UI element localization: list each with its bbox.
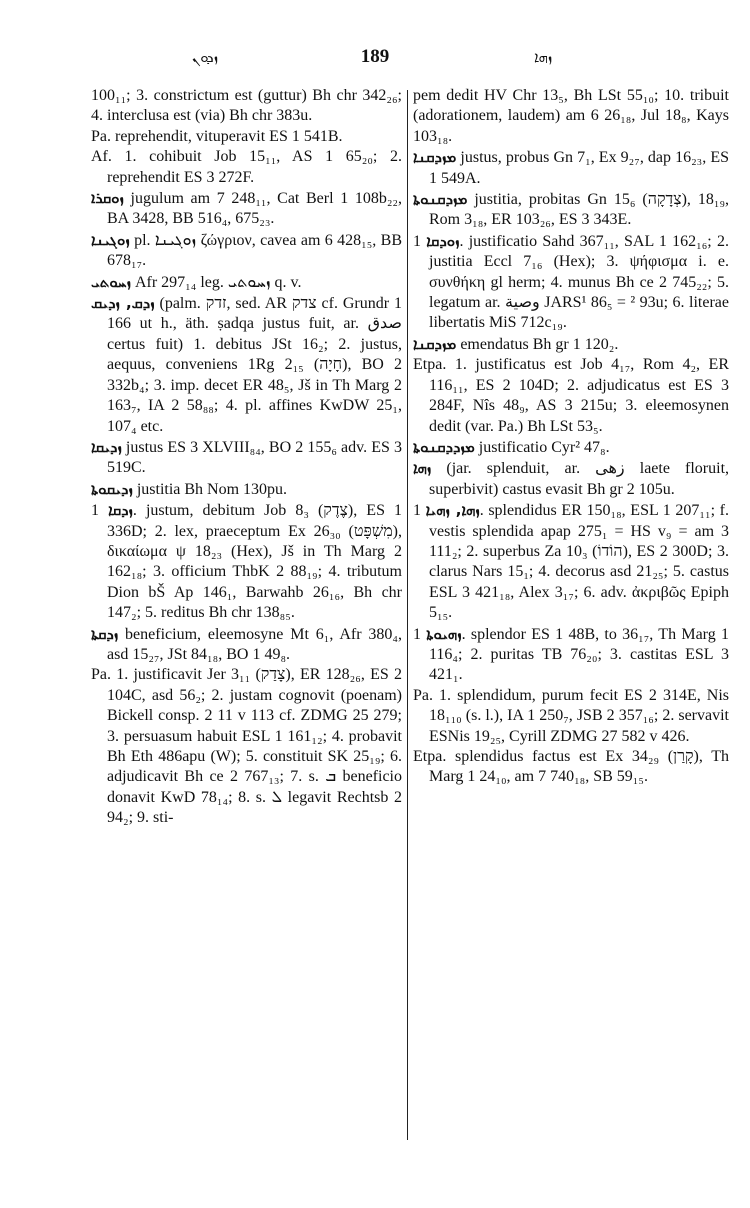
entry-headword: ܙܘܓܝܢܐ — [91, 230, 130, 249]
dictionary-entry — [91, 230, 402, 272]
entry-headword: ܙܗܐ — [413, 459, 432, 478]
entry-headword: ܙܕܝܩܘܬܐ — [91, 479, 133, 498]
entry-headword: ܙܕܩܐ — [108, 501, 133, 520]
dictionary-entry — [91, 293, 402, 437]
dictionary-entry — [91, 127, 402, 147]
entry-text: (palm. זדק, sed. AR צדק cf. Grundr 1 166 ut h., äth. ṣadqa justus fuit, ar. صدق certus fuit) 1. debitus JSt 16₂; 2. justus, aequus, conveniens 1Rg 2₁₅ (חָיָה), BO 2 332b₄; 3. imp. decet ER 48₅, Jš in Th Marg 2 163₇, IA 2 58₈₈; 4. pl. affines KwDW 25₁, 107₄ etc. — [107, 295, 403, 435]
entry-headword: ܙܕܩ, ܙܕܝܩ — [91, 294, 155, 313]
dictionary-entry — [413, 500, 729, 623]
right-column — [413, 86, 729, 788]
entry-text: 100₁₁; 3. constrictum est (guttur) Bh chr 342₂₆; 4. interclusa est (via) Bh chr 383u. — [91, 87, 402, 125]
entry-headword: ܡܙܕܕܩܢܘܬܐ — [413, 437, 475, 456]
entry-text: Etpa. splendidus factus est Ex 34₂₉ (קָרַן), Th Marg 1 24₁₀, am 7 740₁₈, SB 59₁₅. — [413, 748, 730, 786]
entry-text: jugulum am 7 248₁₁, Cat Berl 1 108b₂₂, BA 3428, BB 516₄, 675₂₃. — [107, 190, 402, 228]
dictionary-entry — [413, 189, 729, 231]
entry-headword: ܙܕܩܬܐ — [91, 624, 119, 643]
entry-text: Etpa. 1. justificatus est Job 4₁₇, Rom 4₂, ER 116₁₁, ES 2 104D; 2. adjudicatus est ES 3 284F, Nîs 48₉, AS 3 215u; 3. eleemosynen dedit (var. Pa.) Bh LSt 53₅. — [413, 356, 729, 435]
dictionary-entry — [91, 624, 402, 666]
dictionary-entry — [91, 479, 402, 500]
entry-headword: ܡܙܕܩܢܐ — [413, 334, 457, 353]
entry-text: justificatio Cyr² 47₈. — [478, 438, 610, 456]
dictionary-entry — [91, 272, 402, 293]
entry-headword: ܙܘܩܪܐ — [91, 189, 124, 208]
entry-headword: ܡܙܕܩܢܘܬܐ — [413, 190, 468, 209]
header-left-headword: ܙܕܘܢ — [192, 48, 219, 66]
dictionary-entry — [413, 231, 729, 334]
dictionary-entry — [91, 665, 402, 828]
page-number: 189 — [360, 46, 390, 67]
entry-headword: ܙܘܕܩܐ — [426, 231, 460, 250]
entry-text: Afr 297₁₄ leg. ܙܚܘܬܝ q. v. — [134, 273, 302, 291]
entry-text: (jar. splenduit, ar. زهى laete floruit, superbivit) castus evasit Bh gr 2 105u. — [429, 460, 730, 498]
entry-text: Af. 1. cohibuit Job 15₁₁, AS 1 65₂₀; 2. reprehendit ES 3 272F. — [91, 148, 402, 186]
entry-headword: ܙܕܝܩܐ — [91, 437, 122, 456]
entry-text: Pa. reprehendit, vituperavit ES 1 541B. — [91, 127, 343, 145]
entry-headword: ܙܚܘܬܝ — [91, 272, 131, 291]
entry-text: pl. ܙܘܓܝܢܐ ζώγριον, cavea am 6 428₁₅, BB 678₁₇. — [107, 231, 403, 270]
dictionary-entry — [91, 188, 402, 230]
dictionary-entry — [91, 86, 402, 127]
entry-headword: ܙܗܐ, ܙܗܝܐ — [425, 501, 480, 520]
entry-text: 1. splendidus ER 150₁₈, ESL 1 207₁₁; f. vestis splendida apap 275₁ = HS v₉ = am 3 111₂; 2. superbus Za 10₃ (הוֹדוֹ), ES 2 300D; 3. clarus Nars 15₁; 4. decorus asd 21₂₅; 5. castus ESL 3 421₁₈, Alex 3₁₇; 6. adv. ἀκριβῶς Epiph 5₁₅. — [413, 502, 730, 622]
entry-text: justitia, probitas Gn 15₆ (צְדָקָה), 18₁₉, Rom 3₁₈, ER 103₂₆, ES 3 343E. — [429, 191, 730, 229]
page-header — [0, 44, 750, 74]
entry-text: emendatus Bh gr 1 120₂. — [460, 335, 619, 353]
dictionary-entry — [91, 147, 402, 188]
entry-headword: ܙܗܝܘܬܐ — [426, 624, 462, 643]
entry-text: Pa. 1. justificavit Jer 3₁₁ (צָדַק), ER 128₂₆, ES 2 104C, asd 56₂; 2. justam cognovit (poenam) Bickell consp. 2 11 v 113 cf. ZDMG 25 279; 3. persuasum habuit ESL 1 161₁₂; 4. probavit Bh Eth 486apu (W); 5. constituit SK 25₁₉; 6. adjudicavit Bh ce 2 767₁₃; 7. s. ܒ beneficio donavit KwD 78₁₄; 8. s. ܠ legavit Rechtsb 2 94₂; 9. sti- — [91, 666, 402, 827]
entry-text: pem dedit HV Chr 13₅, Bh LSt 55₁₀; 10. tribuit (adorationem, laudem) am 6 26₁₈, Jul 18₈, Kays 103₁₈. — [413, 87, 729, 145]
dictionary-entry — [413, 86, 729, 147]
entry-text: Pa. 1. splendidum, purum fecit ES 2 314E, Nis 18₁₁₀ (s. l.), IA 1 250₇, JSB 2 357₁₆; 2. servavit ESNis 19₂₅, Cyrill ZDMG 27 582 v 426. — [413, 686, 729, 745]
dictionary-entry — [91, 437, 402, 479]
entry-text: justus ES 3 XLVIII₈₄, BO 2 155₆ adv. ES 3 519C. — [107, 438, 402, 477]
entry-text: justus, probus Gn 7₁, Ex 9₂₇, dap 16₂₃, ES 1 549A. — [429, 149, 730, 187]
column-divider — [407, 90, 408, 1140]
left-column — [91, 86, 402, 829]
dictionary-entry — [91, 500, 402, 623]
dictionary-entry — [413, 458, 729, 500]
dictionary-entry — [413, 686, 729, 747]
header-right-headword: ܙܗܐ — [534, 48, 553, 66]
entry-text: 1. justum, debitum Job 8₃ (צֶדֶק), ES 1 336D; 2. lex, praeceptum Ex 26₃₀ (מִשְׁפָּט), δικαίωμα ψ 18₂₃ (Hex), Jš in Th Marg 2 162₁₈; 3. officium ThbK 2 88₁₉; 4. tributum Dion bŠ Ap 146₁, Barwahb 26₁₆, Bh chr 147₂; 5. reditus Bh chr 138₈₅. — [91, 502, 403, 622]
dictionary-entry — [413, 334, 729, 355]
entry-headword: ܡܙܕܩܢܐ — [413, 148, 457, 167]
entry-text: justitia Bh Nom 130pu. — [136, 480, 288, 498]
dictionary-entry — [413, 747, 729, 788]
dictionary-entry — [413, 147, 729, 189]
dictionary-entry — [413, 624, 729, 686]
dictionary-entry — [413, 355, 729, 437]
entry-text: beneficium, eleemosyne Mt 6₁, Afr 380₄, asd 15₂₇, JSt 84₁₈, BO 1 49₈. — [107, 625, 402, 663]
entry-text: 1. splendor ES 1 48B, to 36₁₇, Th Marg 1 116₄; 2. puritas TB 76₂₀; 3. castitas ESL 3 421₁. — [413, 625, 730, 684]
dictionary-entry — [413, 437, 729, 458]
entry-text: 1. justificatio Sahd 367₁₁, SAL 1 162₁₆; 2. justitia Eccl 7₁₆ (Hex); 3. ψήφισμα i. e. συνθήκη gl herm; 4. munus Bh ce 2 745₂₂; 5. legatum ar. وصية JARS¹ 86₅ = ² 93u; 6. literae libertatis MiS 712c₁₉. — [413, 232, 729, 332]
